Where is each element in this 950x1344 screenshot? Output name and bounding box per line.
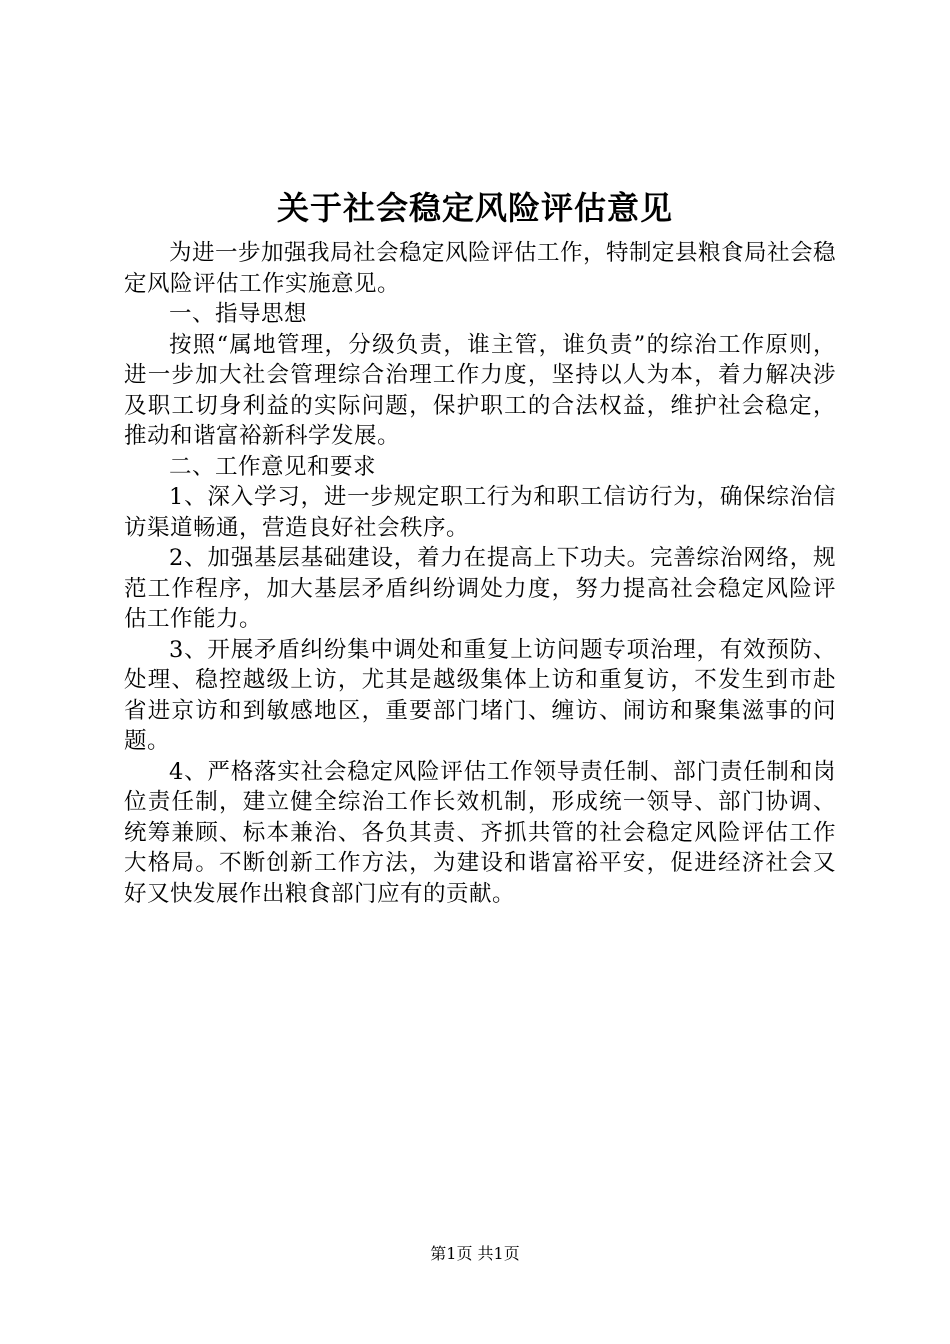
- requirement-item-3: 3、开展矛盾纠纷集中调处和重复上访问题专项治理，有效预防、处理、稳控越级上访，尤其是越级集体上访和重复访，不发生到市赴省进京访和到敏感地区，重要部门堵门、缠访、闹访和聚集滋事的问题。: [124, 636, 836, 754]
- requirement-item-4: 4、严格落实社会稳定风险评估工作领导责任制、部门责任制和岗位责任制，建立健全综治工作长效机制，形成统一领导、部门协调、统筹兼顾、标本兼治、各负其责、齐抓共管的社会稳定风险评估工作大格局。不断创新工作方法，为建设和谐富裕平安，促进经济社会又好又快发展作出粮食部门应有的贡献。: [124, 758, 836, 907]
- guiding-ideology-paragraph: 按照“属地管理，分级负责，谁主管，谁负责”的综治工作原则，进一步加大社会管理综合治理工作力度，坚持以人为本，着力解决涉及职工切身利益的实际问题，保护职工的合法权益，维护社会稳定，推动和谐富裕新科学发展。: [124, 331, 836, 449]
- requirement-item-1: 1、深入学习，进一步规定职工行为和职工信访行为，确保综治信访渠道畅通，营造良好社会秩序。: [124, 484, 836, 541]
- document-body: [124, 238, 836, 909]
- document-title: 关于社会稳定风险评估意见: [276, 189, 673, 227]
- requirement-item-2: 2、加强基层基础建设，着力在提高上下功夫。完善综治网络，规范工作程序，加大基层矛盾纠纷调处力度，努力提高社会稳定风险评估工作能力。: [124, 545, 836, 632]
- section-heading-guiding-ideology: 一、指导思想: [169, 301, 308, 327]
- section-heading-work-requirements: 二、工作意见和要求: [169, 453, 377, 480]
- page-number-footer: 第1页 共1页: [430, 1244, 520, 1263]
- intro-paragraph: 为进一步加强我局社会稳定风险评估工作，特制定县粮食局社会稳定风险评估工作实施意见。: [124, 240, 837, 297]
